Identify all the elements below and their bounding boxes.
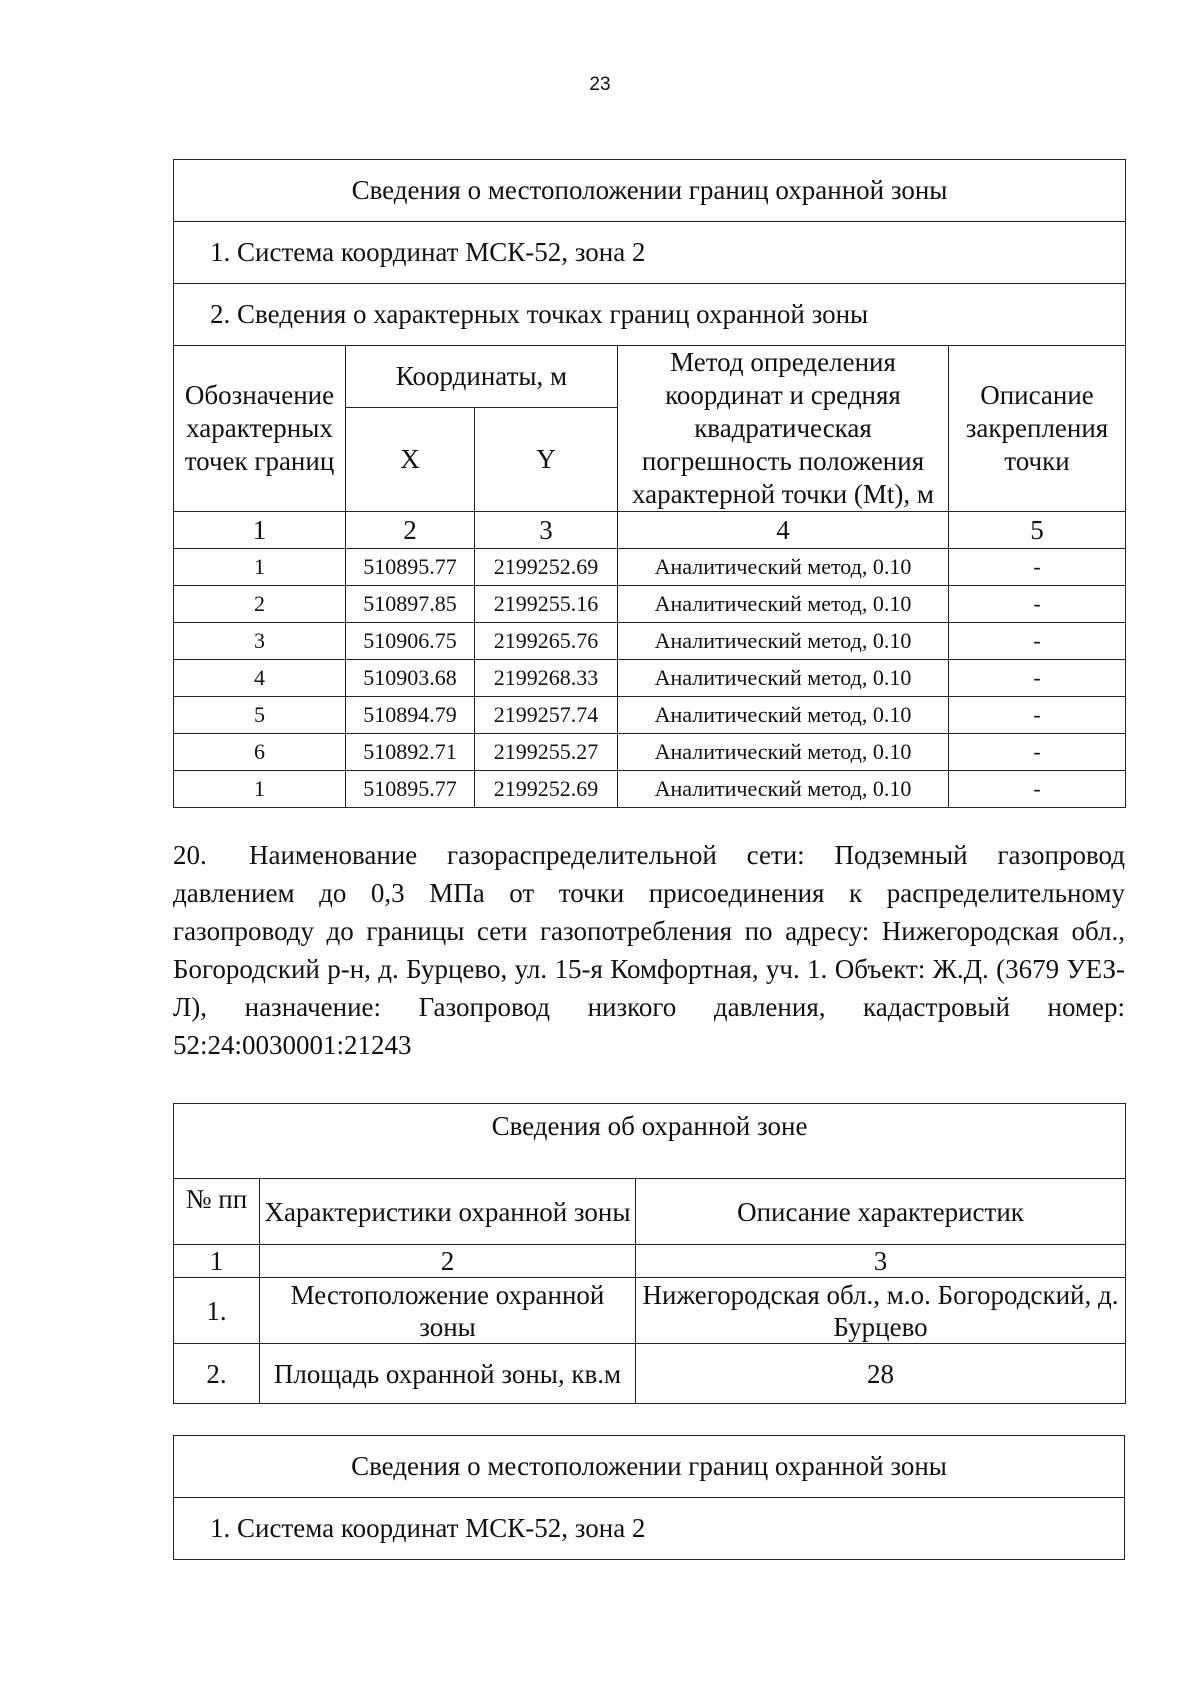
point-method: Аналитический метод, 0.10	[618, 734, 949, 771]
point-x: 510894.79	[346, 697, 475, 734]
point-method: Аналитический метод, 0.10	[618, 771, 949, 808]
col-number: 3	[636, 1245, 1126, 1278]
protection-zone-table	[173, 1103, 1126, 1404]
point-id: 5	[174, 697, 346, 734]
col-number: 2	[346, 512, 475, 549]
table-row	[174, 1344, 1126, 1404]
point-id: 3	[174, 623, 346, 660]
point-y: 2199252.69	[475, 549, 618, 586]
description-header: Описание характеристик	[636, 1179, 1126, 1245]
table-title: Сведения об охранной зоне	[174, 1104, 1126, 1179]
col-number: 1	[174, 1245, 260, 1278]
point-desc: -	[949, 586, 1126, 623]
point-desc: -	[949, 660, 1126, 697]
table-title: Сведения о местоположении границ охранной зоны	[174, 160, 1126, 222]
point-y: 2199255.16	[475, 586, 618, 623]
point-method: Аналитический метод, 0.10	[618, 623, 949, 660]
col-number: 4	[618, 512, 949, 549]
point-id: 1	[174, 771, 346, 808]
num-header: № пп	[174, 1179, 260, 1245]
points-title: 2. Сведения о характерных точках границ охранной зоны	[174, 284, 1126, 346]
point-x: 510892.71	[346, 734, 475, 771]
table-row	[174, 697, 1126, 734]
boundary-location-table	[173, 1435, 1125, 1560]
point-x: 510903.68	[346, 660, 475, 697]
coord-system: 1. Система координат МСК-52, зона 2	[174, 222, 1126, 284]
point-desc: -	[949, 697, 1126, 734]
y-header: Y	[475, 408, 618, 512]
table-row	[174, 771, 1126, 808]
table-title: Сведения о местоположении границ охранной зоны	[174, 1436, 1125, 1498]
point-y: 2199268.33	[475, 660, 618, 697]
row-characteristic: Местоположение охранной зоны	[260, 1278, 636, 1344]
point-y: 2199252.69	[475, 771, 618, 808]
boundary-points-table	[173, 159, 1126, 808]
col-number: 5	[949, 512, 1126, 549]
paragraph-20	[173, 836, 1125, 1064]
point-id: 6	[174, 734, 346, 771]
point-desc: -	[949, 734, 1126, 771]
row-num: 1.	[174, 1278, 260, 1344]
table-row	[174, 1278, 1126, 1344]
table-row	[174, 586, 1126, 623]
col-number: 3	[475, 512, 618, 549]
point-desc: -	[949, 623, 1126, 660]
table-row	[174, 549, 1126, 586]
page-number: 23	[589, 74, 611, 95]
coordinates-header: Координаты, м	[346, 346, 618, 408]
table-row	[174, 660, 1126, 697]
point-id: 4	[174, 660, 346, 697]
point-y: 2199255.27	[475, 734, 618, 771]
point-y: 2199257.74	[475, 697, 618, 734]
col-number: 2	[260, 1245, 636, 1278]
table-row	[174, 623, 1126, 660]
point-x: 510895.77	[346, 549, 475, 586]
row-description: Нижегородская обл., м.о. Богородский, д. Бурцево	[636, 1278, 1126, 1344]
designation-header: Обозначение характерных точек границ	[174, 346, 346, 512]
characteristic-header: Характеристики охранной зоны	[260, 1179, 636, 1245]
table-row	[174, 734, 1126, 771]
point-desc: -	[949, 549, 1126, 586]
paragraph-number: 20.	[173, 840, 207, 870]
method-header: Метод определения координат и средняя квадратическая погрешность положения характерной точки (Mt), м	[618, 346, 949, 512]
paragraph-text: Наименование газораспределительной сети: Подземный газопровод давлением до 0,3 МПа от точки присоединения к распределительному газопроводу до границы сети газопотребления по адресу: Нижегородская обл., Богородский р-н, д. Бурцево, ул. 15-я Комфортная, уч. 1. Объект: Ж.Д. (3679 УЕЗ-Л), назначение: Газопровод низкого давления, кадастровый номер: 52:24:0030001:21243	[173, 840, 1125, 1060]
col-number: 1	[174, 512, 346, 549]
point-x: 510895.77	[346, 771, 475, 808]
description-header: Описание закрепления точки	[949, 346, 1126, 512]
point-method: Аналитический метод, 0.10	[618, 697, 949, 734]
point-method: Аналитический метод, 0.10	[618, 660, 949, 697]
x-header: X	[346, 408, 475, 512]
point-id: 1	[174, 549, 346, 586]
point-method: Аналитический метод, 0.10	[618, 586, 949, 623]
point-method: Аналитический метод, 0.10	[618, 549, 949, 586]
row-description: 28	[636, 1344, 1126, 1404]
coord-system: 1. Система координат МСК-52, зона 2	[174, 1498, 1125, 1560]
row-characteristic: Площадь охранной зоны, кв.м	[260, 1344, 636, 1404]
point-x: 510906.75	[346, 623, 475, 660]
row-num: 2.	[174, 1344, 260, 1404]
point-desc: -	[949, 771, 1126, 808]
point-y: 2199265.76	[475, 623, 618, 660]
point-id: 2	[174, 586, 346, 623]
point-x: 510897.85	[346, 586, 475, 623]
